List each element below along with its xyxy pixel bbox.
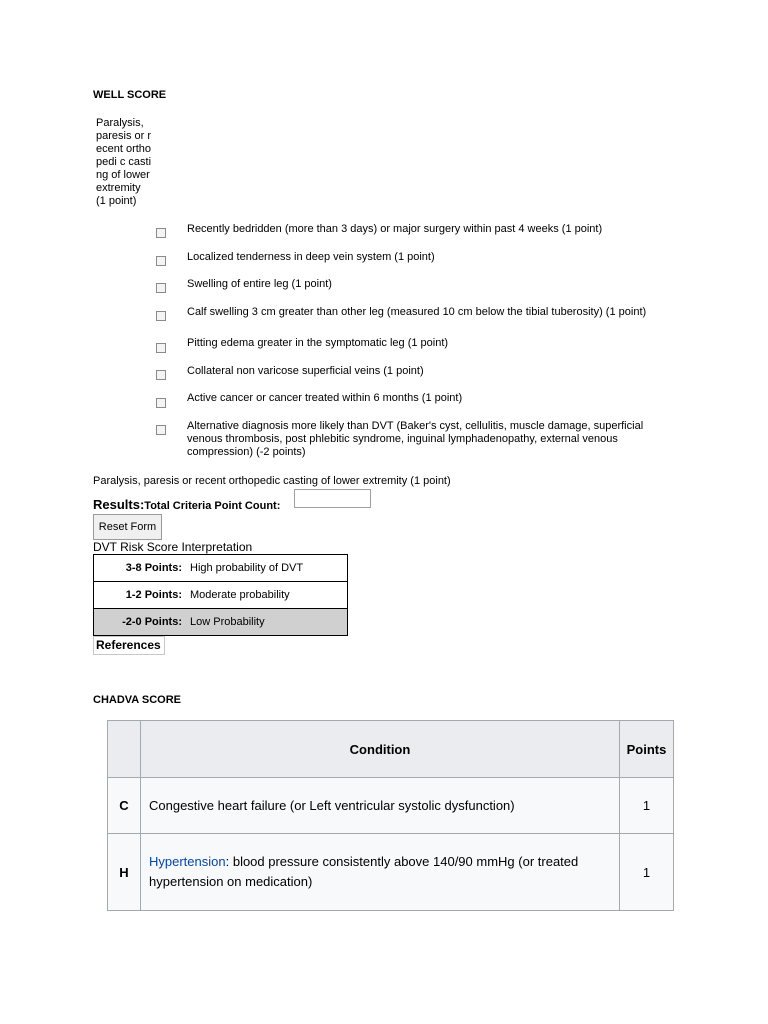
interpretation-points: 1-2 Points: xyxy=(94,582,191,609)
interpretation-row xyxy=(94,582,348,609)
criterion-label: Pitting edema greater in the symptomatic leg (1 point) xyxy=(187,337,449,349)
total-points-label: Total Criteria Point Count: xyxy=(144,500,281,512)
chadva-table xyxy=(107,720,674,911)
row-condition xyxy=(141,834,620,911)
interpretation-points: -2-0 Points: xyxy=(94,609,191,636)
row-letter: C xyxy=(108,778,141,834)
interpretation-row xyxy=(94,555,348,582)
column-header-letter xyxy=(108,721,141,778)
chadva-score-heading: CHADVA SCORE xyxy=(93,694,182,706)
criterion-checkbox[interactable] xyxy=(156,311,166,321)
repeat-criterion-label: Paralysis, paresis or recent orthopedic casting of lower extremity (1 point) xyxy=(93,475,451,487)
total-points-field[interactable] xyxy=(294,489,371,508)
criterion-checkbox[interactable] xyxy=(156,398,166,408)
results-label: Results: xyxy=(93,497,145,512)
column-header-condition: Condition xyxy=(141,721,620,778)
criterion-label: Calf swelling 3 cm greater than other leg (measured 10 cm below the tibial tuberosity) (1 point) xyxy=(187,306,647,318)
criterion-label: Recently bedridden (more than 3 days) or major surgery within past 4 weeks (1 point) xyxy=(187,223,603,235)
criterion-checkbox[interactable] xyxy=(156,283,166,293)
interpretation-table xyxy=(93,554,348,636)
interpretation-points: 3-8 Points: xyxy=(94,555,191,582)
interpretation-title: DVT Risk Score Interpretation xyxy=(93,540,253,554)
row-condition: Congestive heart failure (or Left ventricular systolic dysfunction) xyxy=(141,778,620,834)
criterion-checkbox[interactable] xyxy=(156,425,166,435)
row-condition-text: : blood pressure consistently above 140/90 mmHg (or treated hypertension on medication) xyxy=(149,854,579,889)
table-row xyxy=(108,834,674,911)
criterion-label: Swelling of entire leg (1 point) xyxy=(187,278,332,290)
column-header-points: Points xyxy=(620,721,674,778)
criterion-checkbox[interactable] xyxy=(156,256,166,266)
table-row xyxy=(108,778,674,834)
first-criterion-label: Paralysis, paresis or recent orthopedi c casting of lower extremity (1 point) xyxy=(96,117,152,207)
reset-form-button[interactable]: Reset Form xyxy=(93,514,162,540)
criterion-checkbox[interactable] xyxy=(156,343,166,353)
interpretation-desc: High probability of DVT xyxy=(190,555,348,582)
hypertension-link[interactable]: Hypertension xyxy=(149,854,226,869)
criterion-label: Active cancer or cancer treated within 6 months (1 point) xyxy=(187,392,463,404)
criterion-checkbox[interactable] xyxy=(156,228,166,238)
interpretation-row xyxy=(94,609,348,636)
row-points: 1 xyxy=(620,834,674,911)
row-letter: H xyxy=(108,834,141,911)
interpretation-desc: Low Probability xyxy=(190,609,348,636)
row-points: 1 xyxy=(620,778,674,834)
criterion-label: Alternative diagnosis more likely than DVT (Baker's cyst, cellulitis, muscle damage, superficial venous thrombosis, post phlebitic syndrome, inguinal lymphadenopathy, external venous compression) (-2 points) xyxy=(187,420,644,458)
interpretation-desc: Moderate probability xyxy=(190,582,348,609)
chadva-header-row xyxy=(108,721,674,778)
criterion-label: Localized tenderness in deep vein system (1 point) xyxy=(187,251,435,263)
criterion-label: Collateral non varicose superficial veins (1 point) xyxy=(187,365,424,377)
references-link[interactable]: References xyxy=(93,636,165,655)
well-score-heading: WELL SCORE xyxy=(93,89,167,101)
criterion-checkbox[interactable] xyxy=(156,370,166,380)
